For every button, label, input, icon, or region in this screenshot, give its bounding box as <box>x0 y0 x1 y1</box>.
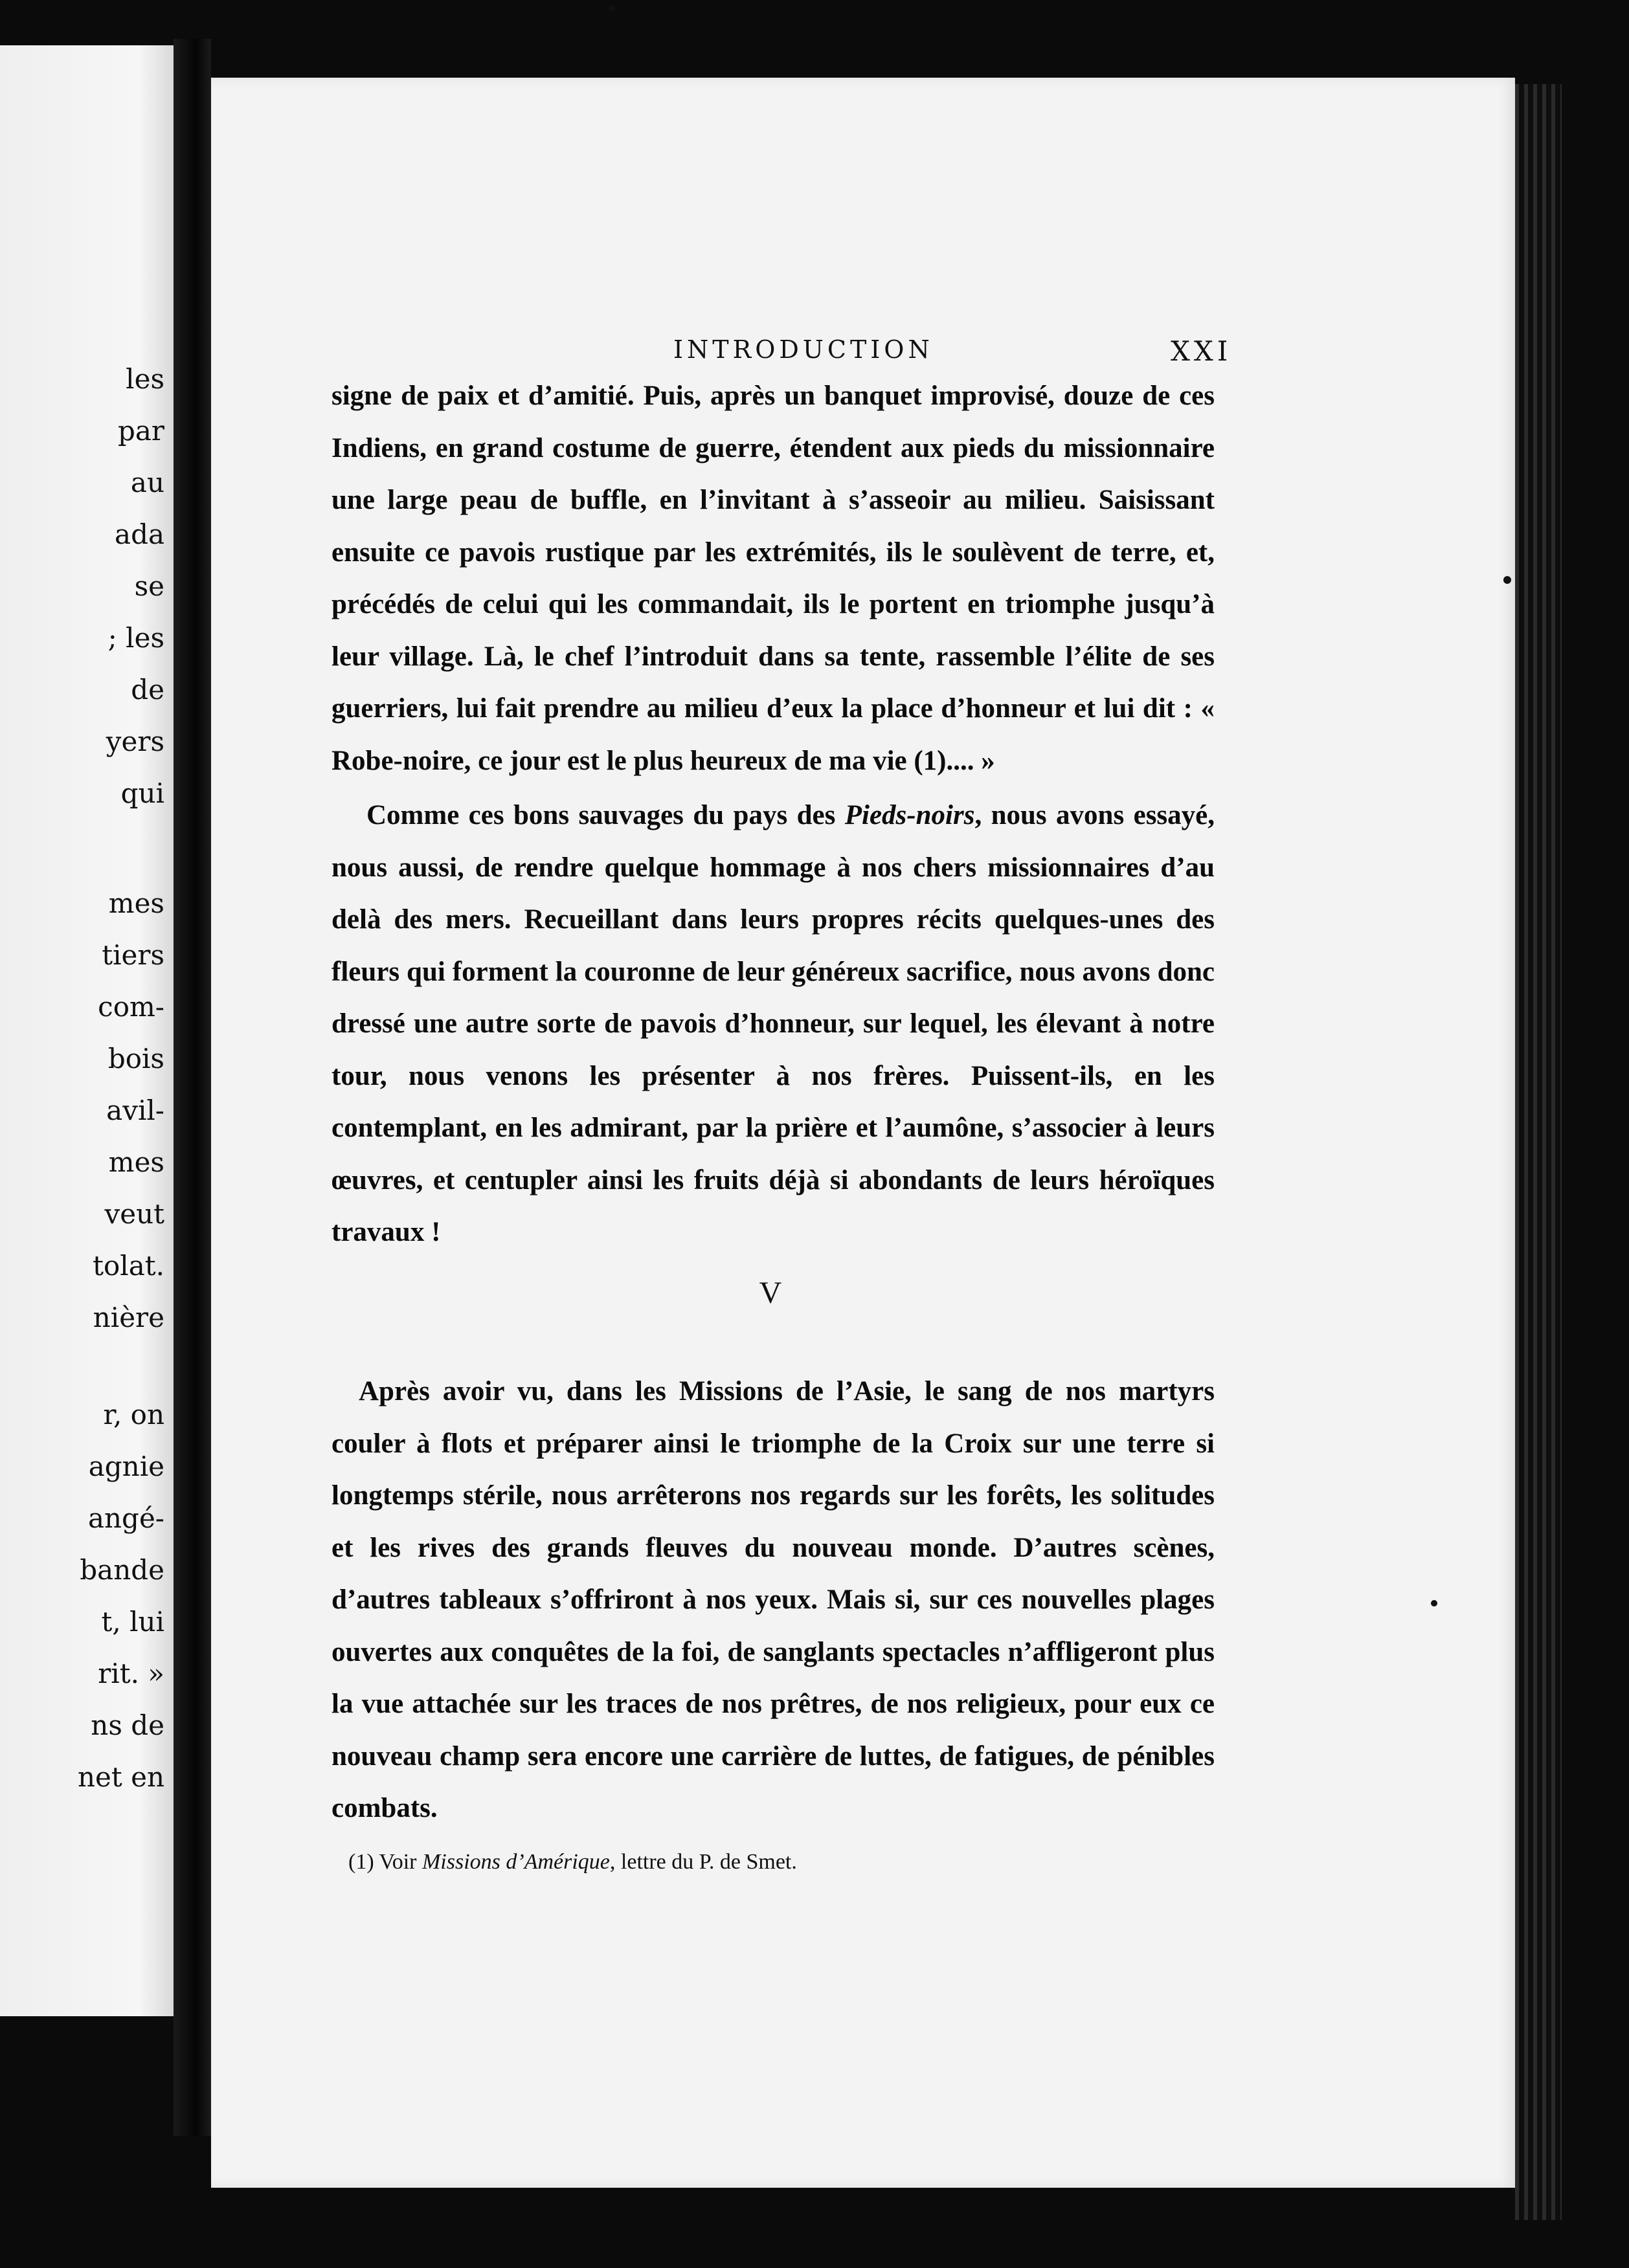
paragraph-1-text: signe de paix et d’amitié. Puis, après un banquet improvisé, douze de ces Indiens, en grand costume de guerre, étendent aux pieds du missionnaire une large peau de buffle, en l’invitant à s’asseoir au milieu. Saisissant ensuite ce pavois rustique par les extrémités, ils le soulèvent de terre, et, précédés de celui qui les commandait, ils le portent en triomphe jusqu’à leur village. Là, le chef l’introduit dans sa tente, rassemble l’élite de ses guerriers, lui fait prendre au milieu d’eux la place d’honneur et lui dit : « Robe-noire, ce jour est le plus heureux de ma vie (1).... » <box>331 381 1215 776</box>
footnote-italic: Missions d’Amérique <box>421 1850 610 1874</box>
left-page-fragment: agnie <box>88 1451 164 1482</box>
left-page-fragment: mes <box>108 887 164 919</box>
left-page-fragment: au <box>130 467 164 498</box>
left-page-fragment: net en <box>77 1761 164 1793</box>
paragraph-2-after: , nous avons essayé, nous aussi, de rendre quelque hommage à nos chers missionnaires d’au delà des mers. Recueillant dans leurs propres récits quelques-unes des fleurs qui forment la couronne de leur généreux sacrifice, nous avons donc dressé une autre sorte de pavois d’honneur, sur lequel, les élevant à notre tour, nous venons les présenter à nos frères. Puissent-ils, en les contemplant, en les admirant, par la prière et l’aumône, s’associer à leurs œuvres, et centupler ainsi les fruits déjà si abondants de leurs héroïques travaux ! <box>331 800 1215 1247</box>
scan-speck <box>609 5 615 12</box>
left-page-fragment: tolat. <box>93 1250 164 1282</box>
left-page-fragment: les <box>126 363 164 395</box>
footnote-marker: (1) Voir <box>348 1850 422 1874</box>
left-page-fragment: ada <box>115 518 164 550</box>
left-page-fragment: nière <box>93 1302 164 1333</box>
left-page-fragment: yers <box>106 726 164 757</box>
left-page-fragment: de <box>131 674 164 706</box>
paragraph-2-italic: Pieds-noirs <box>844 800 975 830</box>
page-stack-edge <box>1515 84 1562 2220</box>
left-page-fragment: ; les <box>107 622 164 654</box>
left-page-fragment: veut <box>104 1198 164 1230</box>
scan-speck <box>1503 576 1511 584</box>
page-number: XXI <box>1171 335 1232 367</box>
left-page-fragment: tiers <box>102 939 164 971</box>
left-page-fragment: avil- <box>106 1095 164 1126</box>
left-page-fragment: par <box>117 415 164 447</box>
left-page-fragment: angé- <box>87 1502 164 1534</box>
paragraph-2 <box>331 790 1215 1259</box>
left-page-fragment: bois <box>107 1043 164 1074</box>
left-page-edge <box>0 45 174 2016</box>
paragraph-2-before: Comme ces bons sauvages du pays des <box>366 800 845 830</box>
left-page-fragment: t, lui <box>101 1606 164 1638</box>
paragraph-2-text <box>331 790 1215 1259</box>
paragraph-3 <box>331 1366 1215 1835</box>
left-page-fragment: rit. » <box>98 1658 164 1689</box>
left-page-fragment: r, on <box>103 1399 164 1430</box>
footnote <box>348 1850 797 1874</box>
running-header-title: INTRODUCTION <box>673 335 934 364</box>
left-page-fragment: bande <box>80 1554 164 1586</box>
left-page-fragment: qui <box>120 777 164 809</box>
left-page-fragment: se <box>134 570 164 602</box>
book-gutter <box>174 39 211 2136</box>
footnote-after: , lettre du P. de Smet. <box>609 1850 797 1874</box>
section-heading: V <box>759 1276 782 1310</box>
paragraph-1 <box>331 370 1215 787</box>
left-page-fragment: mes <box>108 1146 164 1178</box>
left-page-fragment: com- <box>98 991 164 1023</box>
left-page-fragment: ns de <box>91 1709 164 1741</box>
paragraph-3-text: Après avoir vu, dans les Missions de l’Asie, le sang de nos martyrs couler à flots et préparer ainsi le triomphe de la Croix sur une terre si longtemps stérile, nous arrêterons nos regards sur les forêts, les solitudes et les rives des grands fleuves du nouveau monde. D’autres scènes, d’autres tableaux s’offriront à nos yeux. Mais si, sur ces nouvelles plages ouvertes aux conquêtes de la foi, de sanglants spectacles n’affligeront plus la vue attachée sur les traces de nos prêtres, de nos religieux, pour eux ce nouveau champ sera encore une carrière de luttes, de fatigues, de pénibles combats. <box>331 1376 1215 1823</box>
scan-speck <box>1431 1600 1437 1606</box>
